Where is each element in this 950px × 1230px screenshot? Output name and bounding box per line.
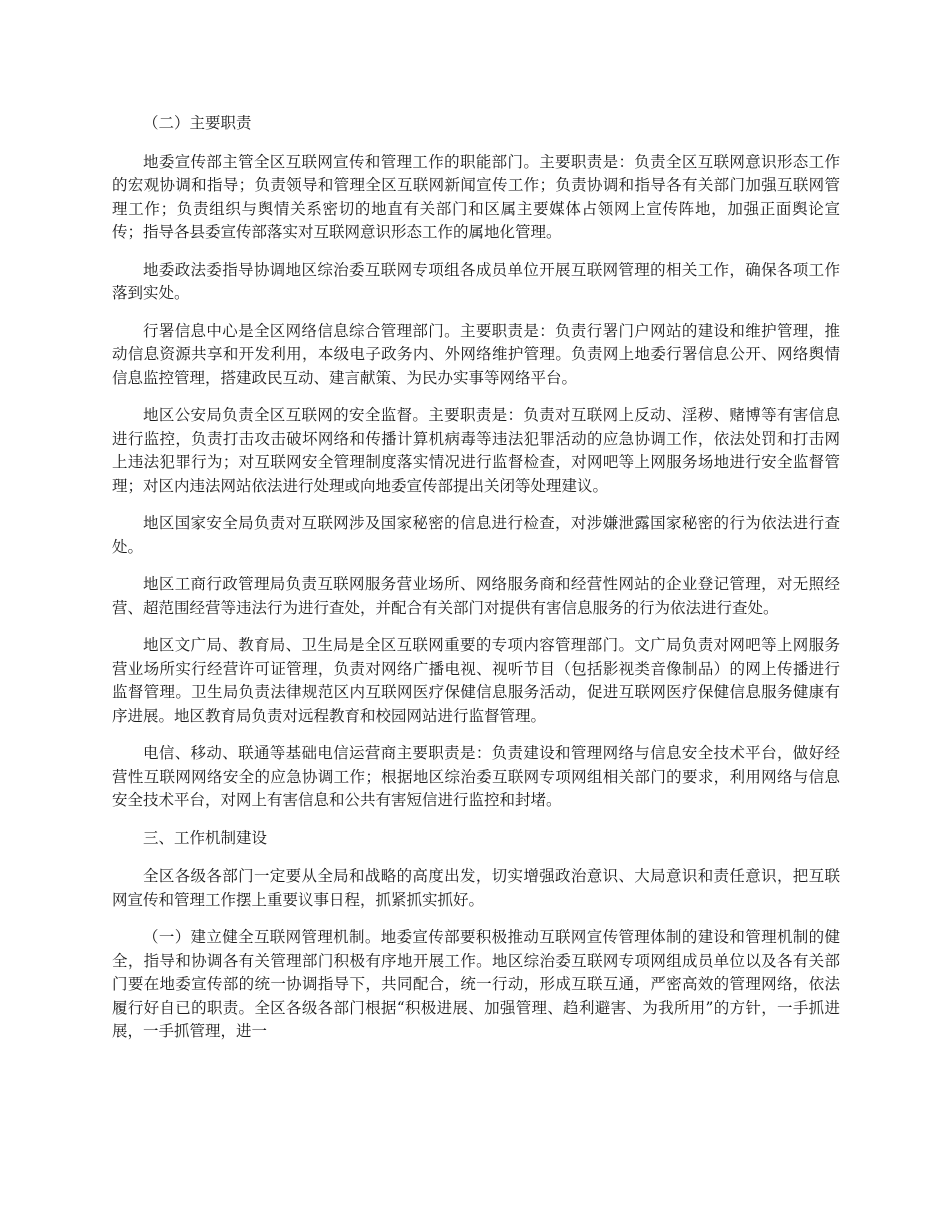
paragraph-state-security: 地区国家安全局负责对互联网涉及国家秘密的信息进行检查，对涉嫌泄露国家秘密的行为依法进行查处。 xyxy=(112,514,840,556)
document-page xyxy=(112,112,840,1058)
paragraph-propaganda-dept: 地委宣传部主管全区互联网宣传和管理工作的职能部门。主要职责是：负责全区互联网意识形态工作的宏观协调和指导；负责领导和管理全区互联网新闻宣传工作；负责协调和指导各有关部门加强互联网管理工作；负责组织与舆情关系密切的地直有关部门和区属主要媒体占领网上宣传阵地，加强正面舆论宣传；指导各县委宣传部落实对互联网意识形态工作的属地化管理。 xyxy=(112,152,840,241)
paragraph-telecom-operators: 电信、移动、联通等基础电信运营商主要职责是：负责建设和管理网络与信息安全技术平台，做好经营性互联网网络安全的应急协调工作；根据地区综治委互联网专项网组相关部门的要求，利用网络与信息安全技术平台，对网上有害信息和公共有害短信进行监控和封堵。 xyxy=(112,744,840,809)
paragraph-culture-education-health: 地区文广局、教育局、卫生局是全区互联网重要的专项内容管理部门。文广局负责对网吧等上网服务营业场所实行经营许可证管理，负责对网络广播电视、视听节目（包括影视类音像制品）的网上传播进行监督管理。卫生局负责法律规范区内互联网医疗保健信息服务活动，促进互联网医疗保健信息服务健康有序进展。地区教育局负责对远程教育和校园网站进行监督管理。 xyxy=(112,636,840,725)
paragraph-information-center: 行署信息中心是全区网络信息综合管理部门。主要职责是：负责行署门户网站的建设和维护管理，推动信息资源共享和开发利用，本级电子政务内、外网络维护管理。负责网上地委行署信息公开、网络舆情信息监控管理，搭建政民互动、建言献策、为民办实事等网络平台。 xyxy=(112,321,840,387)
paragraph-political-legal-committee: 地委政法委指导协调地区综治委互联网专项组各成员单位开展互联网管理的相关工作，确保各项工作落到实处。 xyxy=(112,260,840,302)
paragraph-management-mechanism: （一）建立健全互联网管理机制。地委宣传部要积极推动互联网宣传管理体制的建设和管理机制的健全，指导和协调各有关管理部门积极有序地开展工作。地区综治委互联网专项网组成员单位以及各有关部门要在地委宣传部的统一协调指导下，共同配合，统一行动，形成互联互通，严密高效的管理网络，依法履行好自已的职责。全区各级各部门根据“积极进展、加强管理、趋利避害、为我所用”的方针，一手抓进展，一手抓管理，进一 xyxy=(112,928,840,1040)
section-heading-main-duties: （二）主要职责 xyxy=(143,114,252,132)
paragraph-all-departments: 全区各级各部门一定要从全局和战略的高度出发，切实增强政治意识、大局意识和责任意识，把互联网宣传和管理工作摆上重要议事日程，抓紧抓实抓好。 xyxy=(112,867,840,909)
paragraph-industry-commerce: 地区工商行政管理局负责互联网服务营业场所、网络服务商和经营性网站的企业登记管理，对无照经营、超范围经营等违法行为进行查处，并配合有关部门对提供有害信息服务的行为依法进行查处。 xyxy=(112,575,840,617)
section-heading-work-mechanism: 三、工作机制建设 xyxy=(143,828,268,847)
paragraph-public-security: 地区公安局负责全区互联网的安全监督。主要职责是：负责对互联网上反动、淫秽、赌博等有害信息进行监控，负责打击攻击破坏网络和传播计算机病毒等违法犯罪活动的应急协调工作，依法处罚和打击网上违法犯罪行为；对互联网安全管理制度落实情况进行监督检查，对网吧等上网服务场地进行安全监督管理；对区内违法网站依法进行处理或向地委宣传部提出关闭等处理建议。 xyxy=(112,406,840,495)
